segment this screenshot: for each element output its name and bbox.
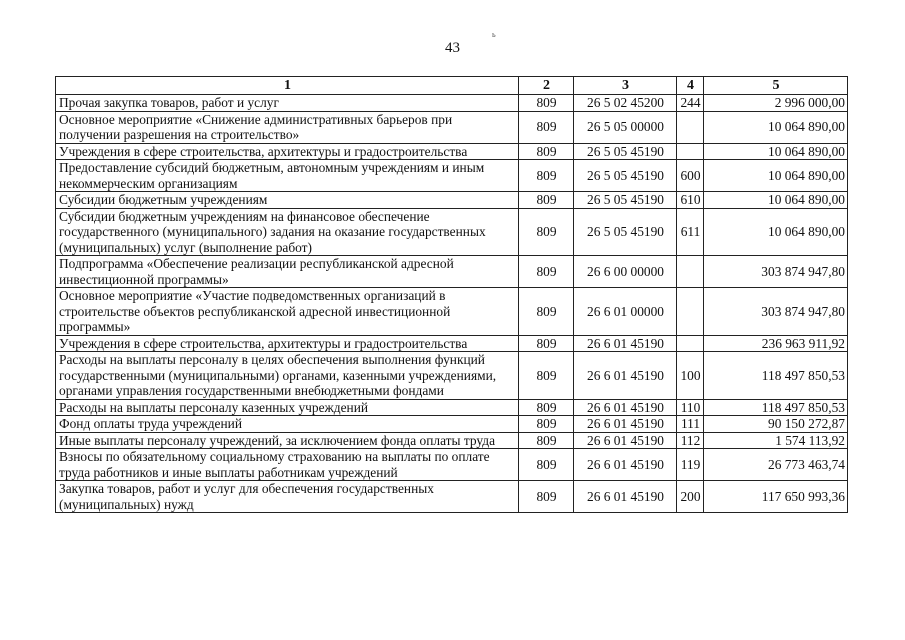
row-amount: 117 650 993,36 bbox=[704, 481, 848, 513]
row-code: 809 bbox=[519, 160, 574, 192]
row-name: Расходы на выплаты персоналу в целях обеспечения выполнения функций государственными (муниципальными) органами, казенными учреждениями, органами управления государственными внебюджетными фондами bbox=[56, 352, 519, 400]
header-col-4: 4 bbox=[677, 77, 704, 95]
row-target-code: 26 5 05 00000 bbox=[574, 111, 677, 143]
row-target-code: 26 6 01 00000 bbox=[574, 288, 677, 336]
row-amount: 10 064 890,00 bbox=[704, 143, 848, 160]
row-name: Субсидии бюджетным учреждениям на финансовое обеспечение государственного (муниципального) задания на оказание государственных (муниципальных) услуг (выполнение работ) bbox=[56, 208, 519, 256]
row-amount: 236 963 911,92 bbox=[704, 335, 848, 352]
header-col-5: 5 bbox=[704, 77, 848, 95]
row-target-code: 26 6 01 45190 bbox=[574, 416, 677, 433]
row-target-code: 26 6 01 45190 bbox=[574, 432, 677, 449]
row-amount: 10 064 890,00 bbox=[704, 208, 848, 256]
row-name: Субсидии бюджетным учреждениям bbox=[56, 192, 519, 209]
row-expense-type bbox=[677, 256, 704, 288]
header-col-1: 1 bbox=[56, 77, 519, 95]
row-target-code: 26 6 01 45190 bbox=[574, 481, 677, 513]
scan-speck: ь bbox=[492, 30, 496, 39]
row-expense-type: 600 bbox=[677, 160, 704, 192]
row-name: Расходы на выплаты персоналу казенных учреждений bbox=[56, 399, 519, 416]
table-body bbox=[56, 95, 848, 513]
row-code: 809 bbox=[519, 399, 574, 416]
table-row bbox=[56, 95, 848, 112]
row-code: 809 bbox=[519, 449, 574, 481]
row-target-code: 26 6 01 45190 bbox=[574, 399, 677, 416]
row-target-code: 26 5 05 45190 bbox=[574, 160, 677, 192]
budget-table bbox=[55, 76, 848, 513]
table-row bbox=[56, 416, 848, 433]
header-row bbox=[56, 77, 848, 95]
row-target-code: 26 6 00 00000 bbox=[574, 256, 677, 288]
row-code: 809 bbox=[519, 143, 574, 160]
row-expense-type: 112 bbox=[677, 432, 704, 449]
row-expense-type: 244 bbox=[677, 95, 704, 112]
row-target-code: 26 5 05 45190 bbox=[574, 143, 677, 160]
row-amount: 118 497 850,53 bbox=[704, 399, 848, 416]
row-name: Предоставление субсидий бюджетным, автономным учреждениям и иным некоммерческим организациям bbox=[56, 160, 519, 192]
row-name: Основное мероприятие «Участие подведомственных организаций в строительстве объектов республиканской адресной инвестиционной программы» bbox=[56, 288, 519, 336]
row-expense-type bbox=[677, 111, 704, 143]
row-code: 809 bbox=[519, 192, 574, 209]
row-amount: 90 150 272,87 bbox=[704, 416, 848, 433]
row-amount: 1 574 113,92 bbox=[704, 432, 848, 449]
row-target-code: 26 6 01 45190 bbox=[574, 352, 677, 400]
row-target-code: 26 6 01 45190 bbox=[574, 335, 677, 352]
row-name: Взносы по обязательному социальному страхованию на выплаты по оплате труда работников и иные выплаты работникам учреждений bbox=[56, 449, 519, 481]
row-code: 809 bbox=[519, 95, 574, 112]
row-expense-type bbox=[677, 288, 704, 336]
row-amount: 303 874 947,80 bbox=[704, 256, 848, 288]
row-name: Закупка товаров, работ и услуг для обеспечения государственных (муниципальных) нужд bbox=[56, 481, 519, 513]
row-expense-type: 200 bbox=[677, 481, 704, 513]
row-amount: 118 497 850,53 bbox=[704, 352, 848, 400]
row-code: 809 bbox=[519, 208, 574, 256]
row-code: 809 bbox=[519, 111, 574, 143]
row-expense-type: 610 bbox=[677, 192, 704, 209]
table-row bbox=[56, 143, 848, 160]
page-number: 43 bbox=[445, 40, 460, 56]
row-expense-type bbox=[677, 335, 704, 352]
row-code: 809 bbox=[519, 256, 574, 288]
row-name: Иные выплаты персоналу учреждений, за исключением фонда оплаты труда bbox=[56, 432, 519, 449]
row-expense-type: 611 bbox=[677, 208, 704, 256]
row-code: 809 bbox=[519, 432, 574, 449]
table-row bbox=[56, 432, 848, 449]
table-row bbox=[56, 335, 848, 352]
table-row bbox=[56, 192, 848, 209]
header-col-3: 3 bbox=[574, 77, 677, 95]
table-row bbox=[56, 449, 848, 481]
row-expense-type bbox=[677, 143, 704, 160]
row-amount: 10 064 890,00 bbox=[704, 192, 848, 209]
header-col-2: 2 bbox=[519, 77, 574, 95]
row-target-code: 26 5 05 45190 bbox=[574, 192, 677, 209]
table-row bbox=[56, 481, 848, 513]
row-code: 809 bbox=[519, 335, 574, 352]
row-code: 809 bbox=[519, 352, 574, 400]
row-name: Учреждения в сфере строительства, архитектуры и градостроительства bbox=[56, 335, 519, 352]
row-expense-type: 100 bbox=[677, 352, 704, 400]
row-amount: 10 064 890,00 bbox=[704, 160, 848, 192]
row-target-code: 26 5 05 45190 bbox=[574, 208, 677, 256]
table-row bbox=[56, 160, 848, 192]
table-row bbox=[56, 399, 848, 416]
row-amount: 26 773 463,74 bbox=[704, 449, 848, 481]
row-name: Подпрограмма «Обеспечение реализации республиканской адресной инвестиционной программы» bbox=[56, 256, 519, 288]
table-row bbox=[56, 352, 848, 400]
row-amount: 2 996 000,00 bbox=[704, 95, 848, 112]
row-name: Основное мероприятие «Снижение административных барьеров при получении разрешения на строительство» bbox=[56, 111, 519, 143]
row-target-code: 26 5 02 45200 bbox=[574, 95, 677, 112]
table-row bbox=[56, 288, 848, 336]
row-amount: 10 064 890,00 bbox=[704, 111, 848, 143]
row-code: 809 bbox=[519, 416, 574, 433]
row-expense-type: 119 bbox=[677, 449, 704, 481]
row-code: 809 bbox=[519, 288, 574, 336]
row-name: Прочая закупка товаров, работ и услуг bbox=[56, 95, 519, 112]
table-row bbox=[56, 256, 848, 288]
row-name: Учреждения в сфере строительства, архитектуры и градостроительства bbox=[56, 143, 519, 160]
row-target-code: 26 6 01 45190 bbox=[574, 449, 677, 481]
row-name: Фонд оплаты труда учреждений bbox=[56, 416, 519, 433]
row-expense-type: 111 bbox=[677, 416, 704, 433]
row-amount: 303 874 947,80 bbox=[704, 288, 848, 336]
row-code: 809 bbox=[519, 481, 574, 513]
table-row bbox=[56, 111, 848, 143]
row-expense-type: 110 bbox=[677, 399, 704, 416]
table-row bbox=[56, 208, 848, 256]
